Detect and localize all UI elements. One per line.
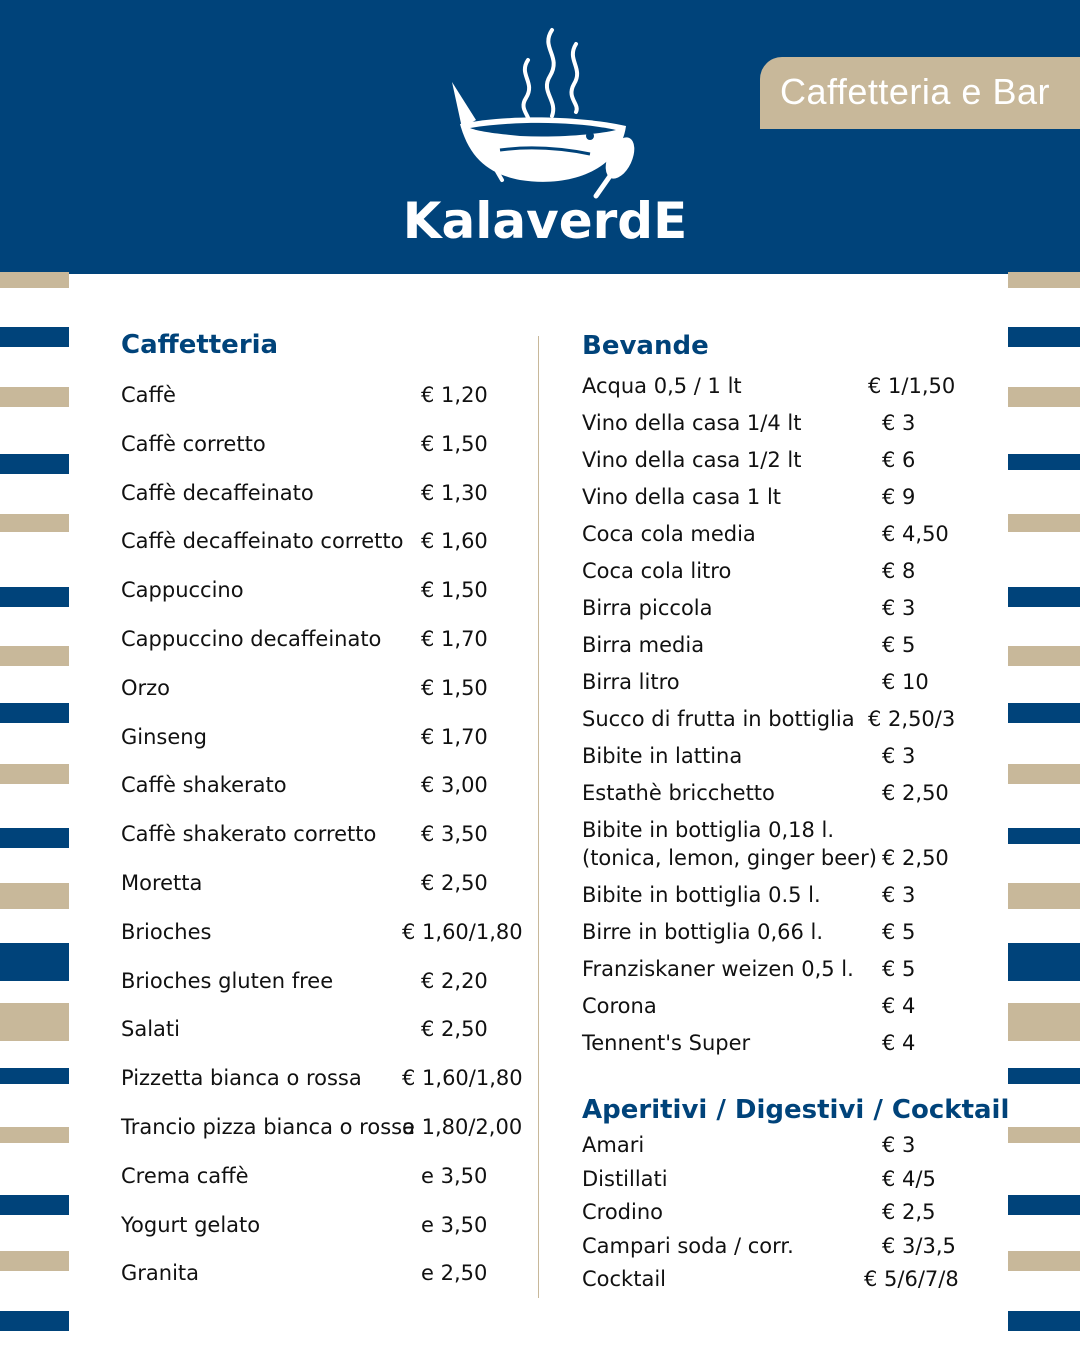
menu-item-name: Vino della casa 1/4 lt — [582, 411, 802, 435]
header-band — [0, 0, 1080, 274]
menu-item-name: Coca cola litro — [582, 559, 732, 583]
stripe — [1008, 1068, 1080, 1084]
menu-item-name: Estathè bricchetto — [582, 781, 775, 805]
menu-item-name: Orzo — [121, 676, 171, 700]
menu-item-name: Caffè decaffeinato — [121, 481, 314, 505]
stripe — [1008, 828, 1080, 844]
menu-item-name: Caffè — [121, 383, 176, 407]
stripe — [0, 454, 69, 474]
menu-item-price: € 1,60 — [421, 529, 488, 553]
stripe — [1008, 1311, 1080, 1331]
menu-item-price: € 1,30 — [421, 481, 488, 505]
stripe — [0, 1311, 69, 1331]
menu-item-name: Trancio pizza bianca o rossa — [121, 1115, 415, 1139]
heading-aperitivi: Aperitivi / Digestivi / Cocktail — [582, 1095, 1010, 1125]
stripe — [1008, 327, 1080, 347]
menu-item-price: € 3 — [882, 596, 916, 620]
stripe — [0, 387, 69, 407]
menu-item-price: € 4 — [882, 994, 916, 1018]
stripe — [0, 1251, 69, 1271]
kalaverde-logo — [402, 20, 688, 250]
menu-item-name: Birra media — [582, 633, 705, 657]
stripe — [1008, 454, 1080, 470]
menu-item-price: € 1,70 — [421, 627, 488, 651]
stripe — [0, 703, 69, 723]
menu-item-price: € 5/6/7/8 — [864, 1267, 959, 1291]
menu-item-name: Yogurt gelato — [121, 1213, 261, 1237]
menu-item-price: € 10 — [882, 670, 929, 694]
menu-item-price: e 3,50 — [421, 1164, 488, 1188]
stripe — [1008, 764, 1080, 784]
menu-item-price: € 3 — [882, 883, 916, 907]
menu-item-name: Coca cola media — [582, 522, 756, 546]
menu-item-name: Cappuccino — [121, 578, 244, 602]
menu-item-price: € 6 — [882, 448, 916, 472]
stripe — [1008, 646, 1080, 666]
menu-item-price: e 3,50 — [421, 1213, 488, 1237]
stripe — [0, 327, 69, 347]
menu-item-name: Corona — [582, 994, 657, 1018]
menu-item-price: € 1,50 — [421, 676, 488, 700]
menu-item-price: € 1,60/1,80 — [402, 1066, 523, 1090]
section-tab — [760, 57, 1080, 129]
menu-item-name: Acqua 0,5 / 1 lt — [582, 374, 742, 398]
menu-item-name: Caffè shakerato corretto — [121, 822, 377, 846]
menu-item-name: Crodino — [582, 1200, 664, 1224]
menu-item-price: € 5 — [882, 957, 916, 981]
stripe — [0, 587, 69, 607]
menu-item-price: € 3 — [882, 1133, 916, 1157]
logo-wordmark: KalaverdE — [402, 192, 688, 250]
menu-item-price: € 1/1,50 — [868, 374, 956, 398]
stripe — [0, 1068, 69, 1084]
menu-item-price: € 5 — [882, 633, 916, 657]
menu-item-name: Cappuccino decaffeinato — [121, 627, 382, 651]
menu-item-name: Caffè corretto — [121, 432, 266, 456]
menu-item-price: € 8 — [882, 559, 916, 583]
menu-item-price: € 1,50 — [421, 578, 488, 602]
stripe — [0, 272, 69, 288]
stripe — [1008, 1251, 1080, 1271]
stripe — [0, 943, 69, 981]
menu-item-price: € 1,60/1,80 — [402, 920, 523, 944]
menu-item-name: Moretta — [121, 871, 203, 895]
menu-item-price: € 3/3,5 — [882, 1234, 956, 1258]
menu-item-name: Brioches — [121, 920, 212, 944]
menu-item-price: € 5 — [882, 920, 916, 944]
menu-item-price: € 2,50 — [421, 1017, 488, 1041]
menu-item-price: € 3 — [882, 411, 916, 435]
menu-item-name: Birra piccola — [582, 596, 713, 620]
menu-item-price: € 1,20 — [421, 383, 488, 407]
menu-item-name: Birre in bottiglia 0,66 l. — [582, 920, 824, 944]
menu-item-name: Birra litro — [582, 670, 680, 694]
stripe — [1008, 272, 1080, 288]
menu-item-name: Bibite in bottiglia 0,18 l. — [582, 818, 835, 842]
menu-item-name: Caffè decaffeinato corretto — [121, 529, 404, 553]
stripe — [0, 828, 69, 848]
stripe — [0, 1003, 69, 1041]
menu-item-price: € 2,50 — [421, 871, 488, 895]
heading-caffetteria: Caffetteria — [121, 330, 279, 360]
menu-item-price: € 2,50 — [882, 846, 949, 870]
menu-item-price: € 2,50/3 — [868, 707, 956, 731]
menu-item-price: € 3,50 — [421, 822, 488, 846]
stripe — [0, 883, 69, 909]
menu-item-price: € 3 — [882, 744, 916, 768]
stripe — [1008, 1127, 1080, 1143]
menu-item-name: Amari — [582, 1133, 645, 1157]
menu-item-price: € 1,70 — [421, 725, 488, 749]
menu-item-name: Granita — [121, 1261, 200, 1285]
menu-item-name: Campari soda / corr. — [582, 1234, 794, 1258]
menu-item-name: Cocktail — [582, 1267, 666, 1291]
menu-item-price: € 9 — [882, 485, 916, 509]
stripe — [1008, 883, 1080, 909]
stripe — [1008, 587, 1080, 607]
menu-item-price: e 1,80/2,00 — [402, 1115, 523, 1139]
menu-item-name: Crema caffè — [121, 1164, 249, 1188]
stripe — [1008, 387, 1080, 407]
stripe — [1008, 514, 1080, 532]
stripe — [0, 1195, 69, 1215]
menu-item-name: Caffè shakerato — [121, 773, 287, 797]
stripe — [1008, 1195, 1080, 1215]
menu-item-name: Tennent's Super — [582, 1031, 751, 1055]
menu-item-price: e 2,50 — [421, 1261, 488, 1285]
menu-item-name: Franziskaner weizen 0,5 l. — [582, 957, 854, 981]
stripe — [1008, 1003, 1080, 1041]
menu-item-note: (tonica, lemon, ginger beer) — [582, 846, 877, 870]
menu-item-price: € 4/5 — [882, 1167, 936, 1191]
menu-item-name: Distillati — [582, 1167, 668, 1191]
stripe — [0, 646, 69, 666]
column-divider — [538, 336, 539, 1298]
menu-item-name: Brioches gluten free — [121, 969, 334, 993]
menu-item-price: € 3,00 — [421, 773, 488, 797]
menu-item-price: € 4,50 — [882, 522, 949, 546]
heading-bevande: Bevande — [582, 331, 709, 361]
stripe — [0, 764, 69, 784]
menu-item-price: € 1,50 — [421, 432, 488, 456]
menu-item-name: Ginseng — [121, 725, 207, 749]
section-tab-label: Caffetteria e Bar — [780, 71, 1050, 112]
menu-item-price: € 2,50 — [882, 781, 949, 805]
menu-item-price: € 4 — [882, 1031, 916, 1055]
menu-item-name: Vino della casa 1/2 lt — [582, 448, 802, 472]
menu-item-name: Bibite in lattina — [582, 744, 743, 768]
menu-item-name: Bibite in bottiglia 0.5 l. — [582, 883, 821, 907]
menu-item-name: Vino della casa 1 lt — [582, 485, 782, 509]
stripe — [1008, 703, 1080, 723]
stripe — [1008, 943, 1080, 981]
menu-item-name: Succo di frutta in bottiglia — [582, 707, 855, 731]
stripe — [0, 514, 69, 532]
menu-item-name: Pizzetta bianca o rossa — [121, 1066, 362, 1090]
menu-item-price: € 2,5 — [882, 1200, 936, 1224]
menu-item-price: € 2,20 — [421, 969, 488, 993]
stripe — [0, 1127, 69, 1143]
menu-item-name: Salati — [121, 1017, 180, 1041]
